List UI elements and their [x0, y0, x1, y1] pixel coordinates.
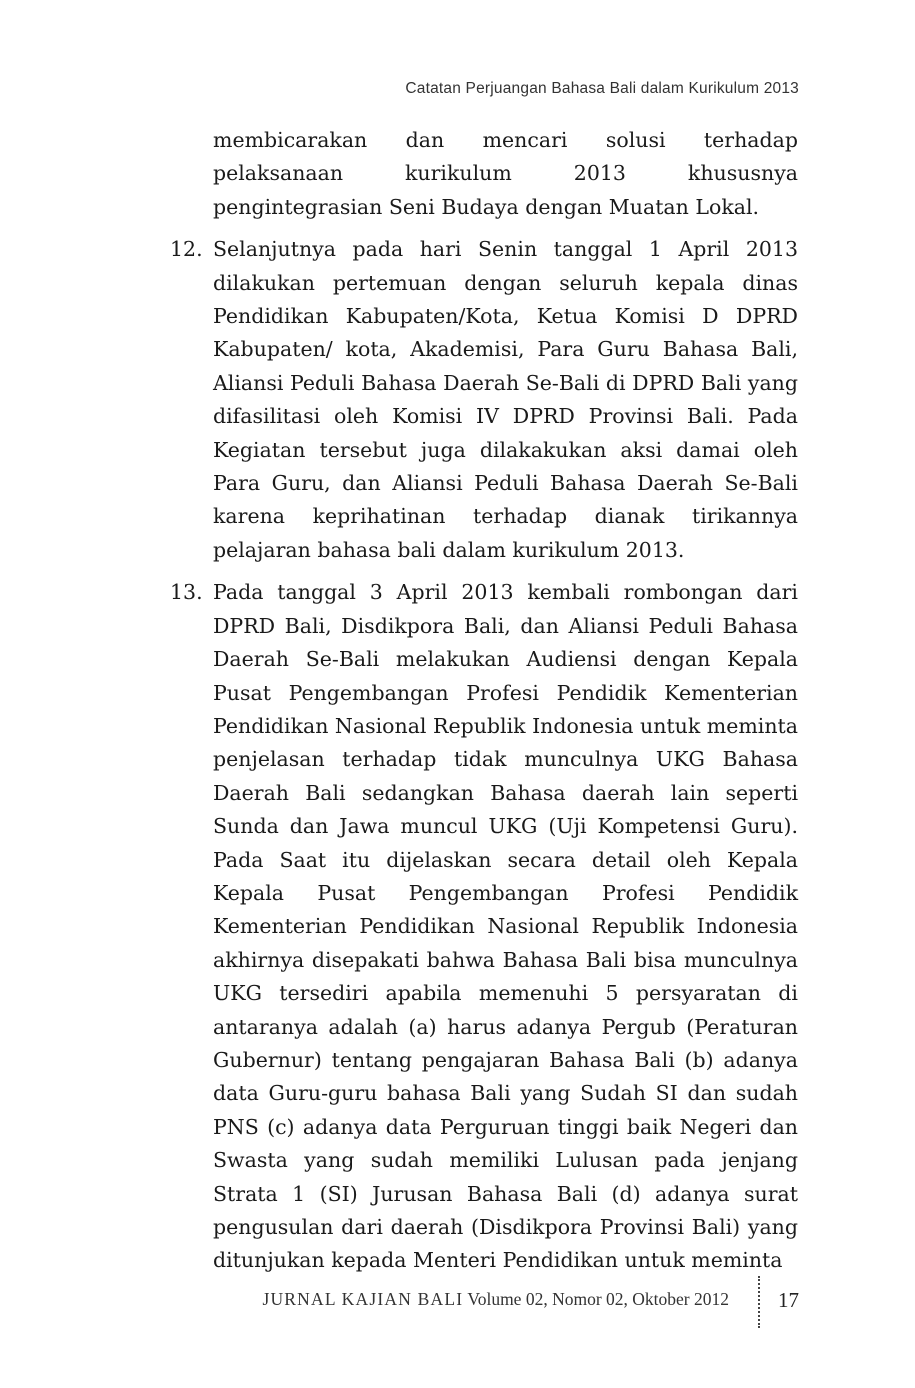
list-item-number: 12. [170, 237, 203, 262]
page-footer [0, 1276, 915, 1336]
continued-paragraph: membicarakan dan mencari solusi terhadap pelaksanaan kurikulum 2013 khususnya pengintegrasian Seni Budaya dengan Muatan Lokal. [213, 128, 798, 219]
running-header: Catatan Perjuangan Bahasa Bali dalam Kurikulum 2013 [405, 80, 799, 97]
list-item-text: Pada tanggal 3 April 2013 kembali rombongan dari DPRD Bali, Disdikpora Bali, dan Aliansi Peduli Bahasa Daerah Se-Bali melakukan Audiensi dengan Kepala Pusat Pengembangan Profesi Pendidik Kementerian Pendidikan Nasional Republik Indonesia untuk meminta penjelasan terhadap tidak munculnya UKG Bahasa Daerah Bali sedangkan Bahasa daerah lain seperti Sunda dan Jawa muncul UKG (Uji Kompetensi Guru). Pada Saat itu dijelaskan secara detail oleh Kepala Kepala Pusat Pengembangan Profesi Pendidik Kementerian Pendidikan Nasional Republik Indonesia akhirnya disepakati bahwa Bahasa Bali bisa munculnya UKG tersediri apabila memenuhi 5 persyaratan di antaranya adalah (a) harus adanya Pergub (Peraturan Gubernur) tentang pengajaran Bahasa Bali (b) adanya data Guru-guru bahasa Bali yang Sudah SI dan sudah PNS (c) adanya data Perguruan tinggi baik Negeri dan Swasta yang sudah memiliki Lulusan pada jenjang Strata 1 (SI) Jurusan Bahasa Bali (d) adanya surat pengusulan dari daerah (Disdikpora Provinsi Bali) yang ditunjukan kepada Menteri Pendidikan untuk meminta [213, 580, 799, 1273]
body-text [170, 124, 798, 1278]
page-number: 17 [778, 1288, 799, 1312]
journal-citation [262, 1289, 729, 1310]
list-item-13 [170, 576, 798, 1278]
list-item-12 [170, 233, 798, 567]
footer-divider [758, 1276, 760, 1328]
journal-issue: Volume 02, Nomor 02, Oktober 2012 [467, 1289, 729, 1309]
journal-name: JURNAL KAJIAN BALI [262, 1289, 464, 1309]
list-item-number: 13. [170, 580, 203, 605]
list-item-text: Selanjutnya pada hari Senin tanggal 1 April 2013 dilakukan pertemuan dengan seluruh kepala dinas Pendidikan Kabupaten/Kota, Ketua Komisi D DPRD Kabupaten/ kota, Akademisi, Para Guru Bahasa Bali, Aliansi Peduli Bahasa Daerah Se-Bali di DPRD Bali yang difasilitasi oleh Komisi IV DPRD Provinsi Bali. Pada Kegiatan tersebut juga dilakakukan aksi damai oleh Para Guru, dan Aliansi Peduli Bahasa Daerah Se-Bali karena keprihatinan terhadap dianak tirikannya pelajaran bahasa bali dalam kurikulum 2013. [213, 237, 798, 562]
